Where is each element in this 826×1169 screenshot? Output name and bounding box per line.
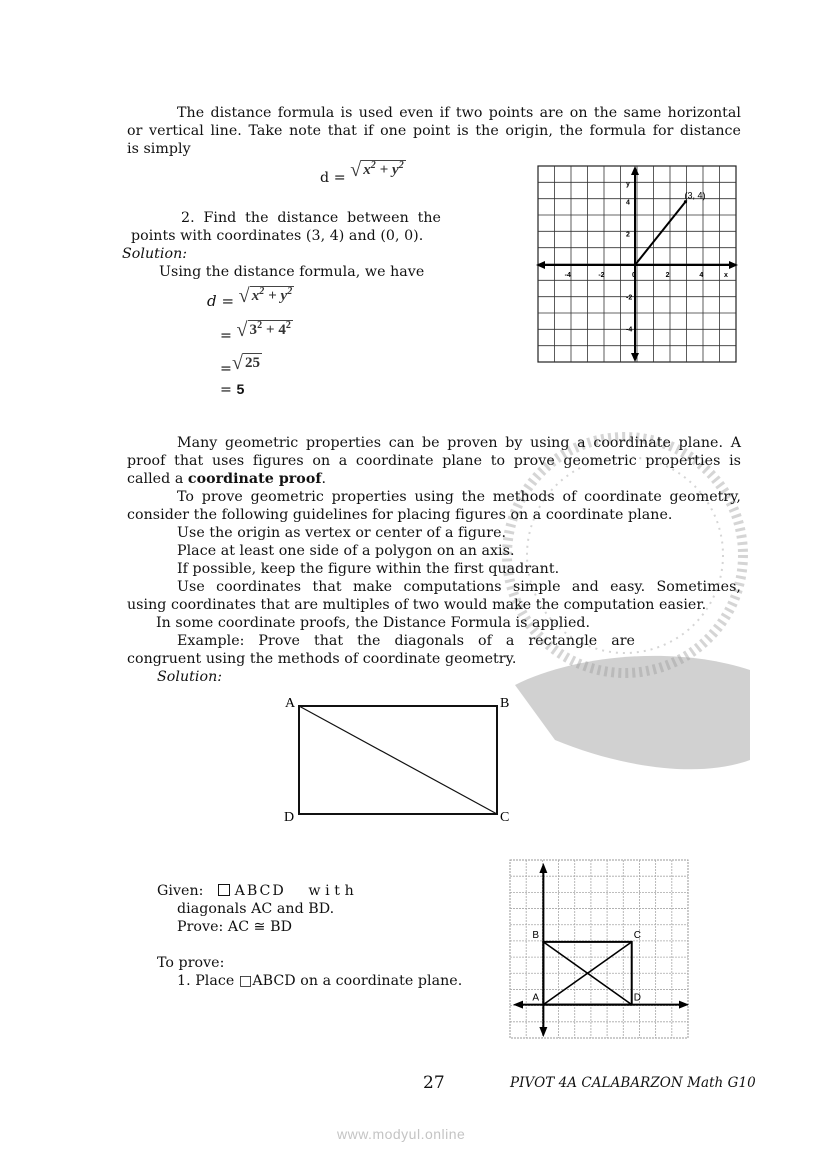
given-label: Given:: [157, 883, 204, 899]
radicand: 25: [244, 355, 261, 371]
text-run: w i t h: [308, 883, 354, 899]
x-tick-label: -2: [598, 272, 605, 279]
solution-step: [220, 319, 293, 345]
paragraph-line: proof that uses figures on a coordinate plane to prove geometric properties is: [127, 453, 741, 469]
seal-texture: [515, 656, 750, 769]
radicand: $x^2 + y^2$: [363, 160, 404, 178]
term-coordinate-proof: coordinate proof: [187, 471, 322, 487]
radical-sign-icon: √: [236, 319, 248, 341]
paragraph-line: To prove geometric properties using the methods of coordinate geometry,: [177, 489, 741, 505]
radical-sign-icon: √: [238, 285, 250, 307]
graph-border: [510, 860, 688, 1038]
vertex-label-b: B: [532, 929, 540, 941]
given-line: [157, 882, 354, 900]
origin-distance-formula: [320, 159, 406, 187]
x-tick-label: 0: [632, 272, 636, 279]
paragraph-line: [127, 470, 326, 488]
y-tick-label: -2: [626, 294, 633, 302]
proof-step: 1. Place □ABCD on a coordinate plane.: [177, 973, 463, 989]
solution-label: Solution:: [122, 246, 188, 262]
solution-intro: Using the distance formula, we have: [159, 264, 425, 280]
x-tick-label: 2: [665, 272, 670, 279]
radical-sign-icon: √: [231, 352, 243, 374]
y-tick-label: -4: [626, 326, 633, 334]
guideline-item: Place at least one side of a polygon on an axis.: [177, 543, 515, 559]
square-root-expression: [237, 320, 293, 339]
text-run: .: [321, 471, 327, 487]
solution-step: [220, 352, 262, 378]
step-lhs: =: [220, 328, 232, 344]
square-root-expression: [239, 286, 295, 305]
formula-lhs: d =: [320, 170, 346, 186]
vertex-label-a: A: [532, 992, 540, 1004]
step-result: 5: [236, 382, 245, 398]
guideline-item: Use the origin as vertex or center of a figure.: [177, 525, 507, 541]
x-tick-label: -4: [564, 272, 571, 279]
coordinate-graph-rectangle: [510, 860, 688, 1038]
step-lhs: =: [220, 382, 232, 398]
step-lhs: d =: [207, 292, 235, 310]
guideline-item: Use coordinates that make computations simple and easy. Sometimes,: [177, 579, 741, 595]
square-root-expression: [350, 160, 406, 179]
coordinate-graph-distance: [538, 166, 736, 362]
guideline-item: If possible, keep the figure within the first quadrant.: [177, 561, 560, 577]
example-line: congruent using the methods of coordinate geometry.: [127, 651, 517, 667]
vertex-label-a: A: [285, 696, 296, 711]
radicand: $3^2 + 4^2$: [249, 320, 291, 338]
paragraph-line: The distance formula is used even if two points are on the same horizontal: [177, 105, 741, 121]
solution-label: Solution:: [157, 669, 223, 685]
paragraph-line: is simply: [127, 141, 191, 157]
x-axis-label: x: [724, 272, 728, 279]
rectangle-diagram: [280, 694, 520, 829]
solution-step: [207, 285, 294, 311]
vertex-label-d: D: [284, 810, 295, 825]
x-tick-label: 4: [699, 272, 704, 279]
paragraph-line: or vertical line. Take note that if one point is the origin, the formula for distance: [127, 123, 741, 139]
text-run: called a: [127, 471, 188, 487]
example-line: 2. Find the distance between the: [181, 210, 441, 226]
y-axis-label: y: [626, 181, 630, 188]
to-prove-label: To prove:: [157, 955, 225, 971]
example-line: Example: Prove that the diagonals of a rectangle are: [177, 633, 635, 649]
vertex-label-c: C: [500, 810, 510, 825]
y-tick-label: 4: [626, 199, 630, 207]
page-number: 27: [423, 1073, 445, 1093]
radical-sign-icon: √: [350, 159, 362, 181]
paragraph-line: consider the following guidelines for placing figures on a coordinate plane.: [127, 507, 673, 523]
diagonal-ac: [299, 706, 497, 814]
solution-step: [220, 381, 244, 399]
vertex-label-b: B: [500, 696, 510, 711]
prove-statement: Prove: AC ≅ BD: [177, 919, 293, 935]
square-root-expression: [232, 353, 262, 372]
y-tick-label: 2: [626, 231, 630, 239]
vertex-label-c: C: [633, 929, 641, 941]
given-line: diagonals AC and BD.: [177, 901, 335, 917]
guideline-item: using coordinates that are multiples of two would make the computation easier.: [127, 597, 707, 613]
shape-name: ABCD: [234, 883, 286, 899]
publication-title: PIVOT 4A CALABARZON Math G10: [510, 1075, 756, 1091]
site-watermark: www.modyul.online: [337, 1126, 466, 1142]
example-line: points with coordinates (3, 4) and (0, 0).: [131, 228, 424, 244]
radicand: $x^2 + y^2$: [251, 286, 293, 304]
step-lhs: =: [220, 361, 232, 377]
rectangle-symbol-icon: [218, 884, 230, 896]
vertex-label-d: D: [633, 992, 641, 1004]
distance-note: In some coordinate proofs, the Distance Formula is applied.: [156, 615, 591, 631]
paragraph-line: Many geometric properties can be proven by using a coordinate plane. A: [177, 435, 741, 451]
point-label: (3, 4): [684, 190, 706, 201]
